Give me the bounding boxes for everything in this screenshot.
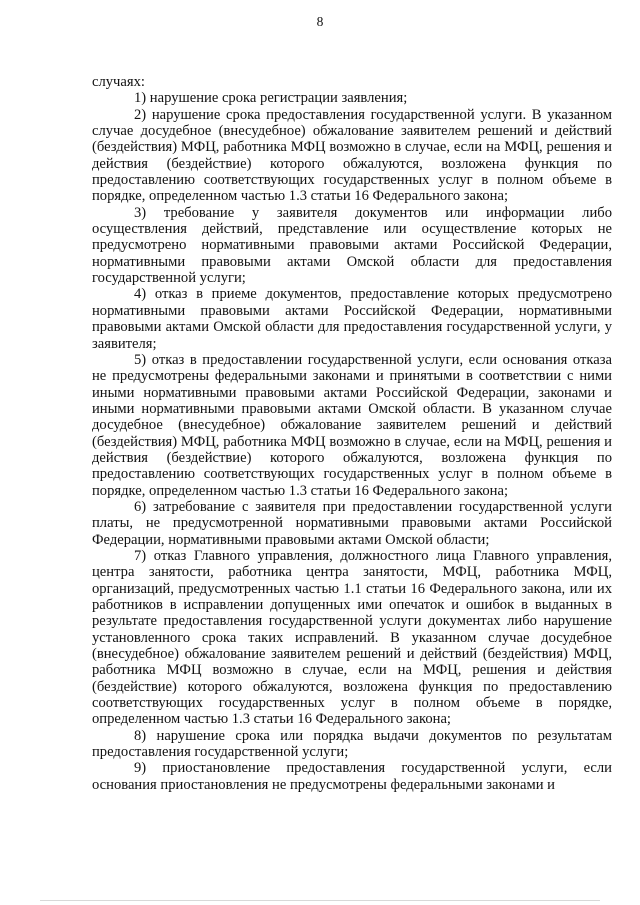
document-body	[92, 74, 612, 793]
paragraph: 1) нарушение срока регистрации заявления;	[134, 90, 408, 107]
paragraph: 2) нарушение срока предоставления государственной услуги. В указанном случае досудебное (внесудебное) обжалование заявителем решений и действий (бездействия) МФЦ, работника МФЦ возможно в случае, если на МФЦ, решения и действия (бездействие) которого обжалуются, возложена функция по предоставлению соответствующих государственных услуг в полном объеме в порядке, определенном частью 1.3 статьи 16 Федерального закона;	[92, 106, 612, 205]
paragraph: 4) отказ в приеме документов, предоставление которых предусмотрено нормативными правовыми актами Российской Федерации, нормативными правовыми актами Омской области для предоставления государственной услуги, у заявителя;	[92, 286, 612, 352]
page-number: 8	[316, 14, 324, 29]
paragraph: 9) приостановление предоставления государственной услуги, если основания приостановления не предусмотрены федеральными законами и	[92, 760, 612, 793]
paragraph: случаях:	[92, 74, 145, 90]
paragraph: 6) затребование с заявителя при предоставлении государственной услуги платы, не предусмотренной нормативными правовыми актами Российской Федерации, нормативными правовыми актами Омской области;	[92, 498, 612, 548]
paragraph: 8) нарушение срока или порядка выдачи документов по результатам предоставления государственной услуги;	[92, 727, 612, 761]
paragraph: 3) требование у заявителя документов или информации либо осуществления действий, представление или осуществление которых не предусмотрено нормативными правовыми актами Российской Федерации, нормативными правовыми актами Омской области для предоставления государственной услуги;	[92, 204, 612, 287]
paragraph: 7) отказ Главного управления, должностного лица Главного управления, центра занятости, работника центра занятости, МФЦ, работника МФЦ, организаций, предусмотренных частью 1.1 статьи 16 Федерального закона, или их работников в исправлении допущенных ими опечаток и ошибок в выданных в результате предоставления государственной услуги документах либо нарушение установленного срока таких исправлений. В указанном случае досудебное (внесудебное) обжалование заявителем решений и действий (бездействия) МФЦ, работника МФЦ возможно в случае, если на МФЦ, решения и действия (бездействие) которого обжалуются, возложена функция по предоставлению соответствующих государственных услуг в полном объеме в порядке, определенном частью 1.3 статьи 16 Федерального закона;	[92, 547, 612, 728]
scan-edge-line	[40, 900, 600, 901]
paragraph: 5) отказ в предоставлении государственной услуги, если основания отказа не предусмотрены федеральными законами и принятыми в соответствии с ними иными нормативными правовыми актами Российской Федерации, законами и иными нормативными правовыми актами Омской области. В указанном случае досудебное (внесудебное) обжалование заявителем решений и действий (бездействия) МФЦ, работника МФЦ возможно в случае, если на МФЦ, решения и действия (бездействие) которого обжалуются, возложена функция по предоставлению соответствующих государственных услуг в полном объеме в порядке, определенном частью 1.3 статьи 16 Федерального закона;	[92, 351, 612, 499]
